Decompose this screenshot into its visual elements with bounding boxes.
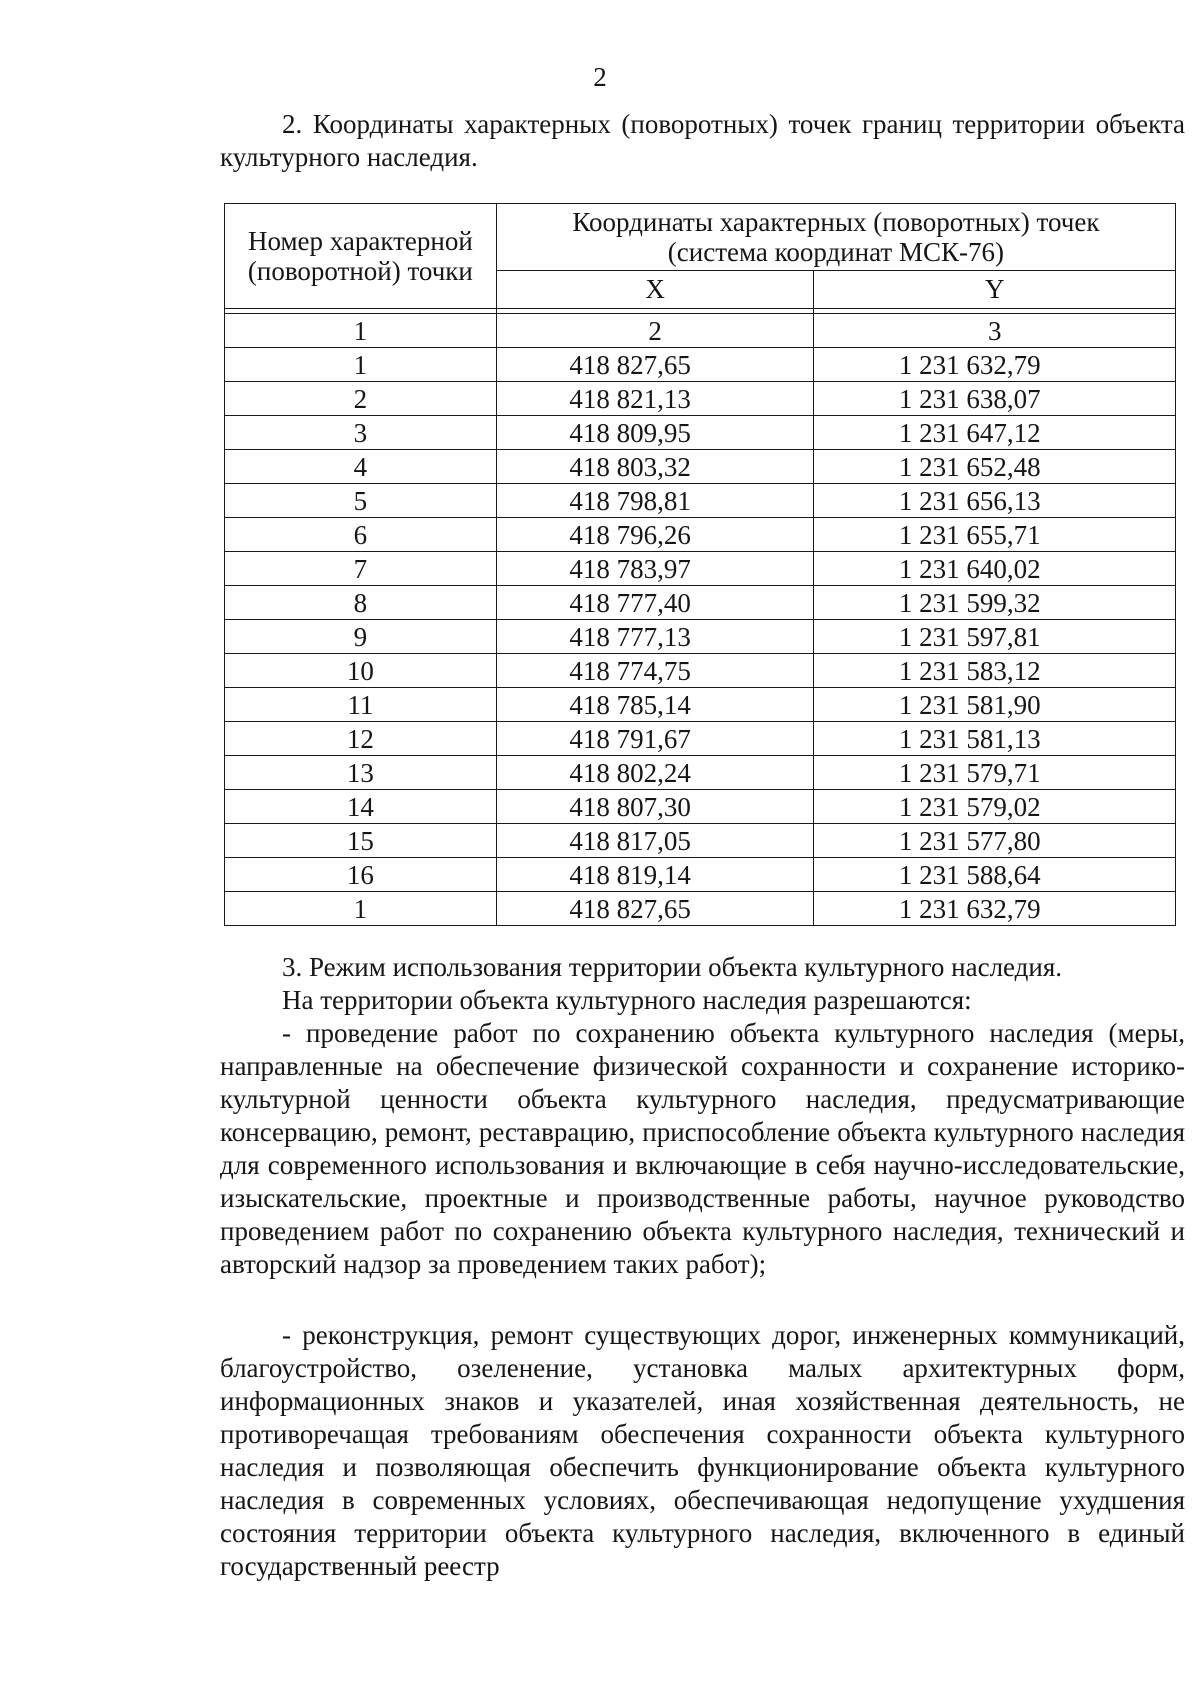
x-coordinate-cell: 418 777,13 (496, 620, 814, 654)
x-coordinate-cell: 418 783,97 (496, 552, 814, 586)
y-coordinate-cell: 1 231 577,80 (814, 824, 1176, 858)
point-number-cell: 15 (225, 824, 497, 858)
x-coordinate-cell: 418 819,14 (496, 858, 814, 892)
table-row (225, 382, 1176, 416)
point-number-cell: 12 (225, 722, 497, 756)
x-coordinate-cell: 418 774,75 (496, 654, 814, 688)
x-coordinate-cell: 418 803,32 (496, 450, 814, 484)
table-row (225, 518, 1176, 552)
table-row (225, 484, 1176, 518)
column-index: 2 (496, 314, 814, 348)
y-coordinate-cell: 1 231 655,71 (814, 518, 1176, 552)
header-point-number: Номер характерной (поворотной) точки (225, 204, 497, 309)
point-number-cell: 16 (225, 858, 497, 892)
table-row (225, 722, 1176, 756)
point-number-cell: 2 (225, 382, 497, 416)
table-row (225, 824, 1176, 858)
table-header-row (225, 204, 1176, 271)
point-number-cell: 1 (225, 892, 497, 926)
point-number-cell: 5 (225, 484, 497, 518)
x-coordinate-cell: 418 791,67 (496, 722, 814, 756)
section-3-intro: На территории объекта культурного наследия разрешаются: (282, 985, 972, 1015)
y-coordinate-cell: 1 231 579,71 (814, 756, 1176, 790)
table-row (225, 756, 1176, 790)
table-row (225, 654, 1176, 688)
y-coordinate-cell: 1 231 579,02 (814, 790, 1176, 824)
y-coordinate-cell: 1 231 581,90 (814, 688, 1176, 722)
header-coordinates-line1: Координаты характерных (поворотных) точек (572, 206, 1100, 237)
table-body (225, 348, 1176, 926)
table-row (225, 790, 1176, 824)
x-coordinate-cell: 418 796,26 (496, 518, 814, 552)
header-y: Y (814, 270, 1176, 308)
column-index-row (225, 314, 1176, 348)
table-row (225, 688, 1176, 722)
x-coordinate-cell: 418 802,24 (496, 756, 814, 790)
x-coordinate-cell: 418 809,95 (496, 416, 814, 450)
y-coordinate-cell: 1 231 656,13 (814, 484, 1176, 518)
point-number-cell: 6 (225, 518, 497, 552)
y-coordinate-cell: 1 231 599,32 (814, 586, 1176, 620)
x-coordinate-cell: 418 798,81 (496, 484, 814, 518)
point-number-cell: 11 (225, 688, 497, 722)
header-coordinates-line2: (система координат МСК-76) (667, 236, 1004, 267)
table-row (225, 892, 1176, 926)
table-row (225, 450, 1176, 484)
table-row (225, 416, 1176, 450)
header-x: X (496, 270, 814, 308)
table-row (225, 552, 1176, 586)
y-coordinate-cell: 1 231 638,07 (814, 382, 1176, 416)
section-2-heading: 2. Координаты характерных (поворотных) точек границ территории объекта культурного наследия. (220, 109, 1185, 172)
allowed-item-1: - проведение работ по сохранению объекта культурного наследия (меры, направленные на обеспечение физической сохранности и сохранение историко-культурной ценности объекта культурного наследия, предусматривающие консервацию, ремонт, реставрацию, приспособление объекта культурного наследия для современного использования и включающие в себя научно-исследовательские, изыскательские, проектные и производственные работы, научное руководство проведением работ по сохранению объекта культурного наследия, технический и авторский надзор за проведением таких работ); (220, 1018, 1185, 1279)
table-row (225, 586, 1176, 620)
coordinates-table (224, 203, 1176, 926)
y-coordinate-cell: 1 231 652,48 (814, 450, 1176, 484)
point-number-cell: 4 (225, 450, 497, 484)
column-index: 3 (814, 314, 1176, 348)
table-row (225, 620, 1176, 654)
point-number-cell: 9 (225, 620, 497, 654)
page-number: 2 (593, 62, 607, 92)
header-coordinates (496, 204, 1175, 271)
table-row (225, 348, 1176, 382)
y-coordinate-cell: 1 231 632,79 (814, 348, 1176, 382)
y-coordinate-cell: 1 231 581,13 (814, 722, 1176, 756)
point-number-cell: 13 (225, 756, 497, 790)
table-row (225, 858, 1176, 892)
point-number-cell: 8 (225, 586, 497, 620)
x-coordinate-cell: 418 821,13 (496, 382, 814, 416)
allowed-item-2: - реконструкция, ремонт существующих дорог, инженерных коммуникаций, благоустройство, озеленение, установка малых архитектурных форм, информационных знаков и указателей, иная хозяйственная деятельность, не противоречащая требованиям обеспечения сохранности объекта культурного наследия и позволяющая обеспечить функционирование объекта культурного наследия в современных условиях, обеспечивающая недопущение ухудшения состояния территории объекта культурного наследия, включенного в единый государственный реестр (220, 1320, 1185, 1581)
y-coordinate-cell: 1 231 632,79 (814, 892, 1176, 926)
y-coordinate-cell: 1 231 583,12 (814, 654, 1176, 688)
x-coordinate-cell: 418 777,40 (496, 586, 814, 620)
y-coordinate-cell: 1 231 597,81 (814, 620, 1176, 654)
point-number-cell: 14 (225, 790, 497, 824)
section-3-heading: 3. Режим использования территории объекта культурного наследия. (282, 952, 1063, 982)
point-number-cell: 7 (225, 552, 497, 586)
point-number-cell: 1 (225, 348, 497, 382)
point-number-cell: 10 (225, 654, 497, 688)
x-coordinate-cell: 418 785,14 (496, 688, 814, 722)
column-index: 1 (225, 314, 497, 348)
y-coordinate-cell: 1 231 588,64 (814, 858, 1176, 892)
y-coordinate-cell: 1 231 640,02 (814, 552, 1176, 586)
x-coordinate-cell: 418 827,65 (496, 892, 814, 926)
x-coordinate-cell: 418 817,05 (496, 824, 814, 858)
y-coordinate-cell: 1 231 647,12 (814, 416, 1176, 450)
point-number-cell: 3 (225, 416, 497, 450)
x-coordinate-cell: 418 807,30 (496, 790, 814, 824)
x-coordinate-cell: 418 827,65 (496, 348, 814, 382)
